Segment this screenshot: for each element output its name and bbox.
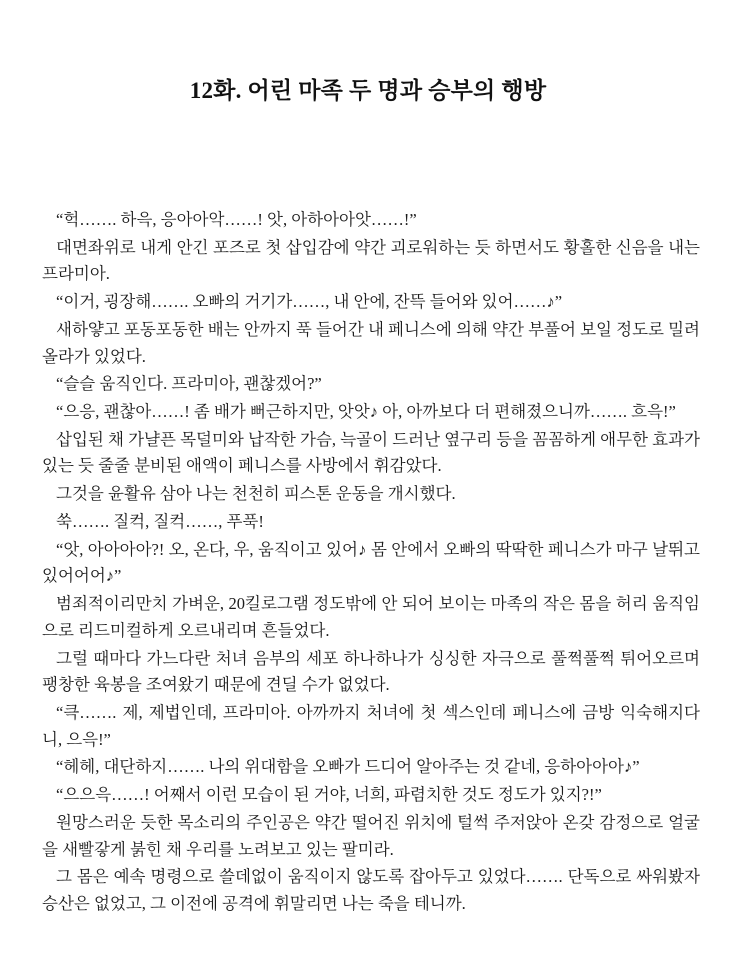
paragraph: 삽입된 채 가냘픈 목덜미와 납작한 가슴, 늑골이 드러난 옆구리 등을 꼼꼼하게 애무한 효과가 있는 듯 줄줄 분비된 애액이 페니스를 사방에서 휘감았다. xyxy=(42,429,700,476)
paragraph: “앗, 아아아아?! 오, 온다, 우, 움직이고 있어♪ 몸 안에서 오빠의 딱딱한 페니스가 마구 날뛰고 있어어어♪” xyxy=(42,539,700,586)
paragraph: 원망스러운 듯한 목소리의 주인공은 약간 떨어진 위치에 털썩 주저앉아 온갖 감정으로 얼굴을 새빨갛게 붉힌 채 우리를 노려보고 있는 팔미라. xyxy=(42,812,700,859)
paragraph: “헉……. 하윽, 응아아악……! 앗, 아하아아앗……!” xyxy=(56,210,417,229)
paragraph: 그럴 때마다 가느다란 처녀 음부의 세포 하나하나가 싱싱한 자극으로 풀쩍풀쩍 튀어오르며 팽창한 육봉을 조여왔기 때문에 견딜 수가 없었다. xyxy=(42,648,700,695)
paragraph: “큭……. 제, 제법인데, 프라미아. 아까까지 처녀에 첫 섹스인데 페니스에 금방 익숙해지다니, 으윽!” xyxy=(42,702,700,749)
paragraph: “으으윽……! 어째서 이런 모습이 된 거야, 너희, 파렴치한 것도 정도가 있지?!” xyxy=(56,785,602,805)
body-text xyxy=(28,207,708,918)
paragraph: 대면좌위로 내게 안긴 포즈로 첫 삽입감에 약간 괴로워하는 듯 하면서도 황홀한 신음을 내는 프라미아. xyxy=(42,237,700,284)
paragraph: 쑥……. 질컥, 질컥……, 푸푹! xyxy=(56,511,264,531)
paragraph: “으응, 괜찮아……! 좀 배가 뻐근하지만, 앗앗♪ 아, 아까보다 더 편해졌으니까……. 흐윽!” xyxy=(56,402,676,422)
page-title: 12화. 어린 마족 두 명과 승부의 행방 xyxy=(189,78,547,103)
paragraph: “이거, 굉장해……. 오빠의 거기가……, 내 안에, 잔뜩 들어와 있어……♪” xyxy=(56,292,563,312)
paragraph: “헤헤, 대단하지……. 나의 위대함을 오빠가 드디어 알아주는 것 같네, 응하아아아♪” xyxy=(56,757,640,777)
paragraph: 그 몸은 예속 명령으로 쓸데없이 움직이지 않도록 잡아두고 있었다……. 단독으로 싸워봤자 승산은 없었고, 그 이전에 공격에 휘말리면 나는 죽을 테니까. xyxy=(42,867,700,913)
paragraph: “슬슬 움직인다. 프라미아, 괜찮겠어?” xyxy=(56,374,322,394)
paragraph: 범죄적이리만치 가벼운, 20킬로그램 정도밖에 안 되어 보이는 마족의 작은 몸을 허리 움직임으로 리드미컬하게 오르내리며 흔들었다. xyxy=(42,594,700,640)
paragraph: 그것을 윤활유 삼아 나는 천천히 피스톤 운동을 개시했다. xyxy=(56,484,456,504)
paragraph: 새하얗고 포동포동한 배는 안까지 푹 들어간 내 페니스에 의해 약간 부풀어 보일 정도로 밀려 올라가 있었다. xyxy=(42,319,700,366)
